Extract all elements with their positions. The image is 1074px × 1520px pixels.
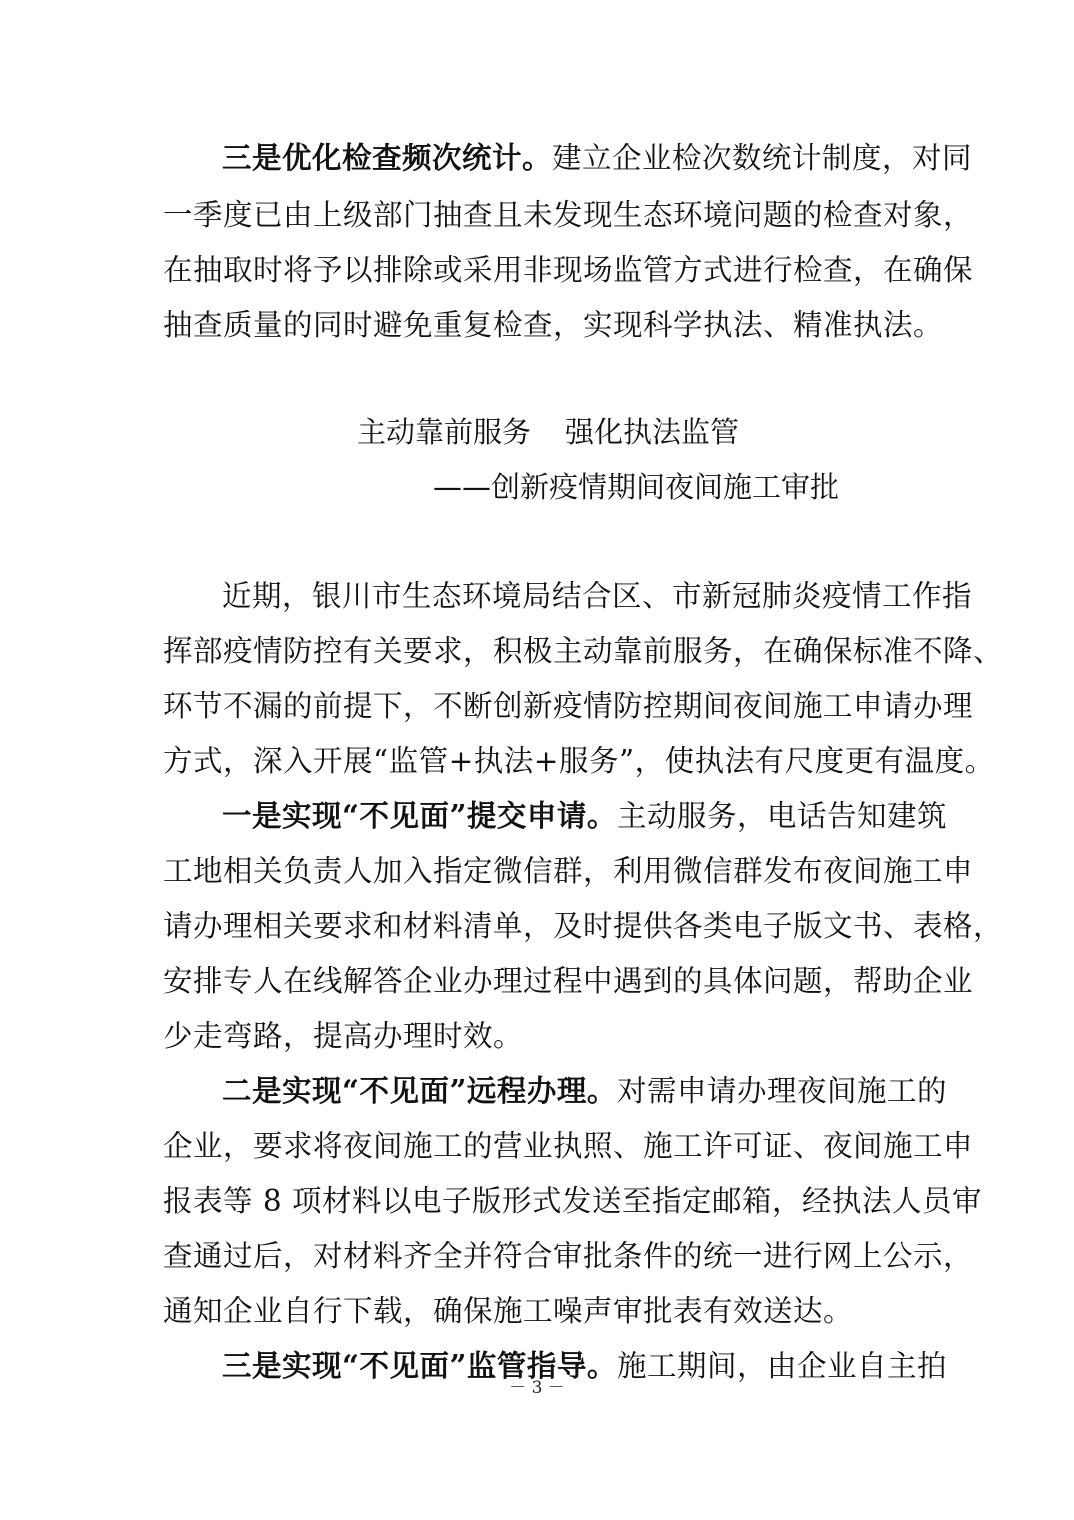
paragraph-line: 方式，深入开展“监管+执法+服务”，使执法有尺度更有温度。 — [163, 744, 995, 778]
paragraph-text: 主动服务，电话告知建筑 — [616, 799, 947, 833]
page-number: － 3 － — [509, 1378, 565, 1398]
paragraph-line — [222, 138, 973, 178]
paragraph-lead: 二是实现“不见面”远程办理。 — [222, 1073, 617, 1108]
paragraph-line: 请办理相关要求和材料清单，及时提供各类电子版文书、表格， — [163, 909, 1004, 943]
paragraph-line: 通知企业自行下载，确保施工噪声审批表有效送达。 — [163, 1294, 854, 1328]
paragraph-line: 挥部疫情防控有关要求，积极主动靠前服务，在确保标准不降、 — [163, 634, 1004, 668]
article-title-part1: 主动靠前服务 — [357, 415, 532, 449]
article-subtitle: ——创新疫情期间夜间施工审批 — [433, 470, 840, 504]
paragraph-text: 对需申请办理夜间施工的 — [616, 1074, 947, 1108]
paragraph-line: 环节不漏的前提下，不断创新疫情防控期间夜间施工申请办理 — [163, 689, 974, 723]
paragraph-line: 近期，银川市生态环境局结合区、市新冠肺炎疫情工作指 — [222, 579, 973, 613]
paragraph-lead: 三是优化检查频次统计。 — [222, 140, 553, 175]
paragraph-line: 安排专人在线解答企业办理过程中遇到的具体问题，帮助企业 — [163, 964, 974, 998]
paragraph-lead: 一是实现“不见面”提交申请。 — [222, 798, 617, 833]
article-title-part2: 强化执法监管 — [565, 415, 740, 449]
paragraph-line: 抽查质量的同时避免重复检查，实现科学执法、精准执法。 — [163, 308, 944, 342]
paragraph-line — [222, 796, 947, 836]
paragraph-line: 报表等 8 项材料以电子版形式发送至指定邮箱，经执法人员审 — [163, 1184, 983, 1218]
paragraph-line: 在抽取时将予以排除或采用非现场监管方式进行检查，在确保 — [163, 253, 974, 287]
paragraph-text: 建立企业检次数统计制度，对同 — [552, 141, 973, 175]
paragraph-line: 少走弯路，提高办理时效。 — [163, 1019, 524, 1053]
paragraph-text: 施工期间，由企业自主拍 — [616, 1349, 947, 1383]
paragraph-lead: 三是实现“不见面”监管指导。 — [222, 1348, 617, 1383]
paragraph-line: 工地相关负责人加入指定微信群，利用微信群发布夜间施工申 — [163, 854, 974, 888]
article-title — [357, 412, 739, 452]
paragraph-line — [222, 1071, 947, 1111]
paragraph-line: 一季度已由上级部门抽查且未发现生态环境问题的检查对象， — [163, 198, 974, 232]
paragraph-line: 查通过后，对材料齐全并符合审批条件的统一进行网上公示， — [163, 1239, 974, 1273]
paragraph-line: 企业，要求将夜间施工的营业执照、施工许可证、夜间施工申 — [163, 1129, 974, 1163]
